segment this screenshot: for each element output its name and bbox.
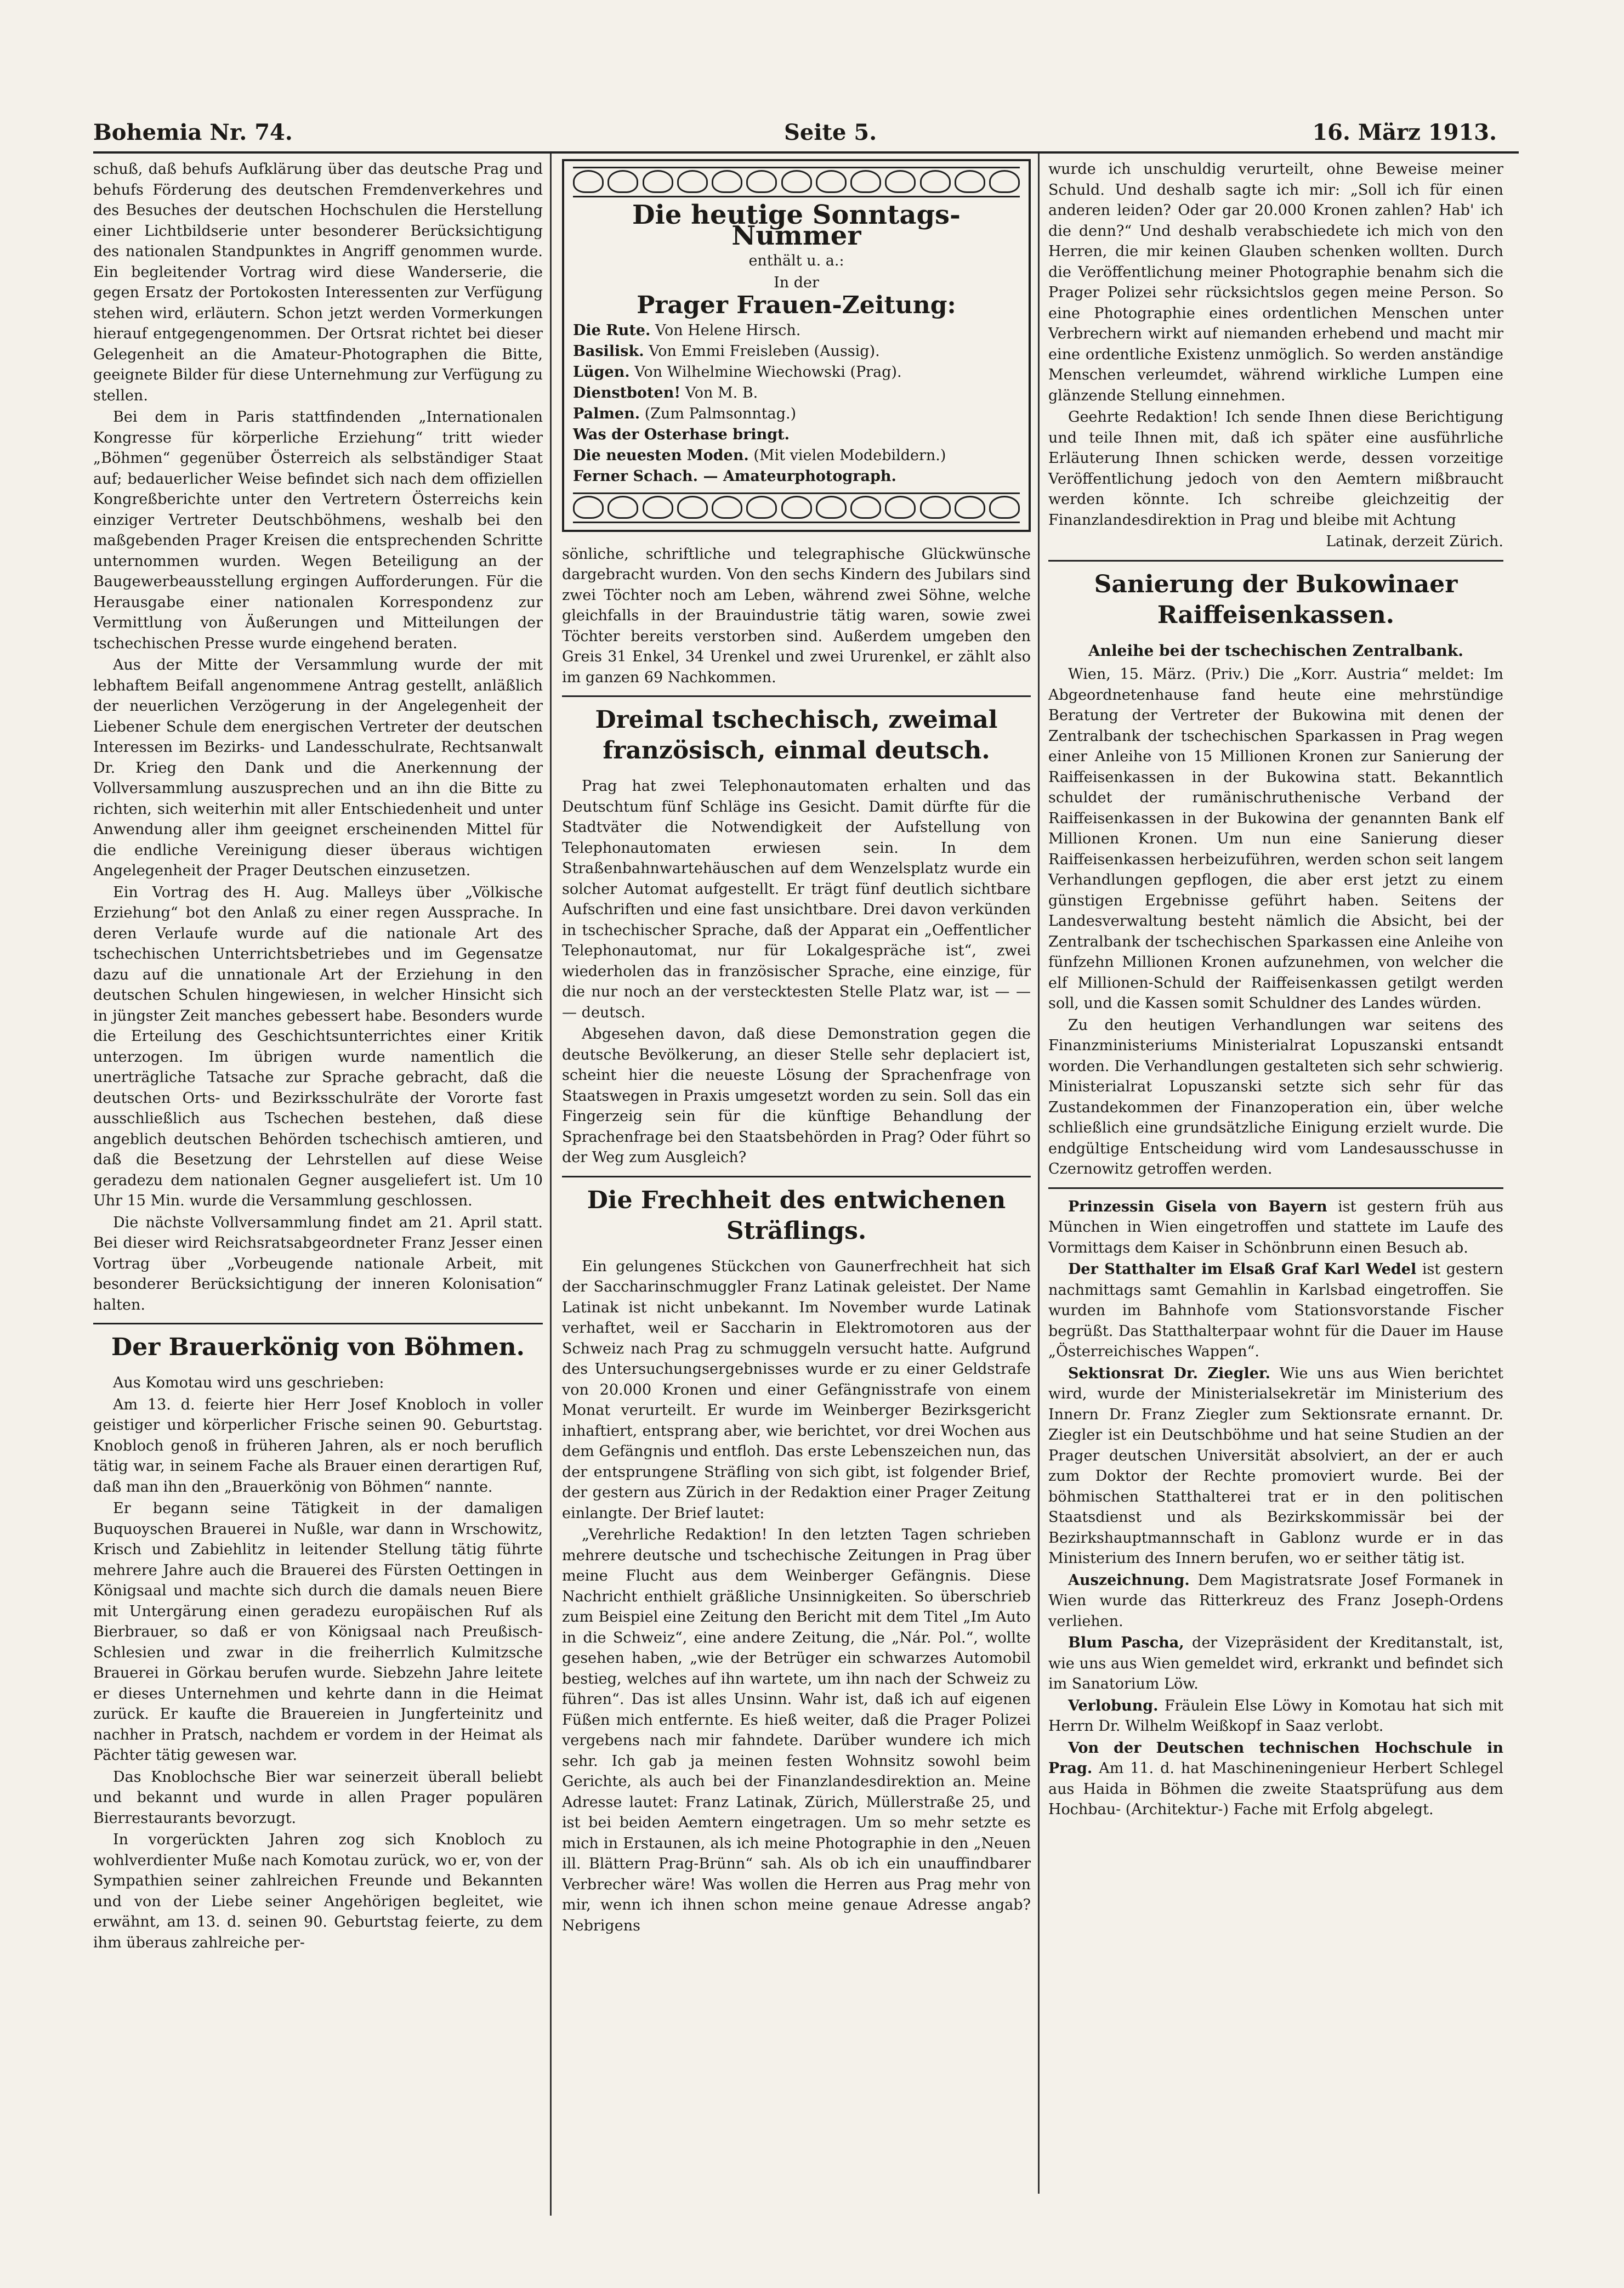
article-paragraph: Ein Vortrag des H. Aug. Malleys über „Völkische Erziehung“ bot den Anlaß zu einer regen Aussprache. In deren Verlaufe wurde auf die nationale Art des tschechischen Unterrichtsbetriebes und im Gegensatze dazu auf die unnationale Art der Erziehung in den deutschen Schulen hingewiesen, in welcher Hinsicht sich in jüngster Zeit manches gebessert habe. Besonders wurde die Erteilung des Geschichtsunterrichtes einer Kritik unterzogen. Im übrigen wurde namentlich die unerträgliche Tatsache zur Sprache gebracht, daß die deutschen Orts- und Bezirksschulräte der Vororte fast ausschließlich aus Tschechen bestehen, daß diese angeblich deutschen Behörden tschechisch amtieren, und daß die Besetzung der Lehrstellen auf diese Weise geradezu dem nationalen Gegner ausgeliefert ist. Um 10 Uhr 15 Min. wurde die Versammlung geschlossen. <box>93 884 543 1209</box>
news-notice: Sektionsrat Dr. Ziegler. Wie uns aus Wien berichtet wird, wurde der Ministerialsekretär im Ministerium des Innern Dr. Franz Ziegler zum Sektionsrate ernannt. Dr. Ziegler ist ein Deutschböhme und hat seine Studien an der Prager deutschen Universität absolviert, an der er auch zum Doktor der Rechte promoviert wurde. Bei der böhmischen Statthalterei trat er in den politischen Staatsdienst und als Bezirkskommissär bei der Bezirkshauptmannschaft in Gablonz wurde er in das Ministerium des Innern berufen, wo er seither tätig ist. <box>1048 1364 1503 1567</box>
ornament-icon <box>607 496 638 519</box>
ornament-icon <box>712 170 742 193</box>
header-date: 16. März 1913. <box>1312 120 1497 145</box>
ornament-band <box>573 167 1020 197</box>
ornament-icon <box>643 496 673 519</box>
list-item: Dienstboten! Von M. B. <box>573 384 758 401</box>
page-header <box>93 120 1497 152</box>
ornament-icon <box>712 496 742 519</box>
list-item: Was der Osterhase bringt. <box>573 426 790 443</box>
article-paragraph: Ein gelungenes Stückchen von Gaunerfrechheit hat sich der Saccharinschmuggler Franz Latinak geleistet. Der Name Latinak ist nicht unbekannt. Im November wurde Latinak verhaftet, weil er Saccharin in Elektromotoren aus der Schweiz nach Prag zu schmuggeln versucht hatte. Aufgrund des Untersuchungsergebnisses wurde er zu einer Geldstrafe von 20.000 Kronen und einer Gefängnisstrafe von einem Monat verurteilt. Er wurde im Weinberger Bezirksgericht inhaftiert, entsprang aber, wie berichtet, vor drei Wochen aus dem Gefängnis und entfloh. Das erste Lebenszeichen nun, das der entsprungene Sträfling von sich gibt, ist folgender Brief, der gestern aus Zürich in der Redaktion einer Prager Zeitung einlangte. Der Brief lautet: <box>562 1258 1031 1522</box>
article-paragraph: „Verehrliche Redaktion! In den letzten Tagen schrieben mehrere deutsche und tschechische Zeitungen in Prag über meine Flucht aus dem Weinberger Gefängnis. Diese Nachricht enthielt gräßliche Unsinnigkeiten. So überschrieb zum Beispiel eine Zeitung den Bericht mit dem Titel „Im Auto in die Schweiz“, eine andere Zeitung, die „Nár. Pol.“, wollte gesehen haben, „wie der Betrüger ein schwarzes Automobil bestieg, welches auf ihn wartete, um ihn nach der Schweiz zu führen“. Das ist alles Unsinn. Wahr ist, daß ich auf eigenen Füßen mich entfernte. Es hieß weiter, daß die Prager Polizei vergebens nach mir fahndete. Darüber wundere ich mich sehr. Ich gab ja meinen festen Wohnsitz sowohl beim Gerichte, als auch bei der Finanzlandesdirektion an. Meine Adresse lautet: Franz Latinak, Zürich, Müllerstraße 25, und ist bei beiden Aemtern eingetragen. Um so mehr setzte es mich in Erstaunen, als ich meine Photographie in den „Neuen ill. Blättern Prag-Brünn“ sah. Als ob ich ein unauffindbarer Verbrecher wäre! Was wollen die Herren aus Prag mehr von mir, wenn ich ihnen schon meine genaue Adresse angab? Nebrigens <box>562 1526 1031 1934</box>
section-rule <box>1048 560 1503 562</box>
list-item: Die Rute. Von Helene Hirsch. <box>573 321 801 339</box>
article-heading: Die Frechheit des entwichenen Sträflings. <box>587 1186 1006 1245</box>
box-subtitle: enthält u. a.: <box>748 252 844 269</box>
column-1 <box>93 159 543 1954</box>
news-notice: Verlobung. Fräulein Else Löwy in Komotau hat sich mit Herrn Dr. Wilhelm Weißkopf in Saaz verlobt. <box>1048 1697 1503 1735</box>
news-notice: Von der Deutschen technischen Hochschule in Prag. Am 11. d. hat Maschineningenieur Herbert Schlegel aus Haida in Böhmen die zweite Staatsprüfung aus dem Hochbau- (Architektur-) Fache mit Erfolg abgelegt. <box>1048 1739 1503 1818</box>
list-item: Die neuesten Moden. (Mit vielen Modebildern.) <box>573 446 946 464</box>
section-rule <box>1048 1187 1503 1189</box>
list-item: Lügen. Von Wilhelmine Wiechowski (Prag). <box>573 363 902 381</box>
list-item: Ferner Schach. — Amateurphotograph. <box>573 467 896 485</box>
header-rule <box>93 151 1519 154</box>
ornament-icon <box>885 170 916 193</box>
article-paragraph: Abgesehen davon, daß diese Demonstration gegen die deutsche Bevölkerung, an dieser Stelle sehr deplaciert ist, scheint hier die neueste Lösung der Sprachenfrage von Staatswegen in Praxis umgesetzt worden zu sein. Soll das ein Fingerzeig sein für die künftige Behandlung der Sprachenfrage bei den Staatsbehörden in Prag? Oder führt so der Weg zum Ausgleich? <box>562 1026 1031 1166</box>
ornament-icon <box>677 170 708 193</box>
section-rule <box>562 695 1031 697</box>
section-rule <box>562 1176 1031 1177</box>
sunday-edition-box <box>562 159 1031 532</box>
box-supplement-title: Prager Frauen-Zeitung: <box>637 291 956 319</box>
article-paragraph: Die nächste Vollversammlung findet am 21. April statt. Bei dieser wird Reichsratsabgeordneter Franz Jesser einen Vortrag über „Vorbeugende nationale Arbeit, mit besonderer Berücksichtigung der inneren Kolonisation“ halten. <box>93 1214 543 1313</box>
ornament-icon <box>573 496 604 519</box>
ornament-icon <box>920 496 951 519</box>
news-notice: Auszeichnung. Dem Magistratsrate Josef Formanek in Wien wurde das Ritterkreuz des Franz Joseph-Ordens verliehen. <box>1048 1571 1503 1630</box>
article-paragraph: In vorgerückten Jahren zog sich Knobloch zu wohlverdienter Muße nach Komotau zurück, wo er, von der Sympathien seiner zahlreichen Freunde und Bekannten und von der Liebe seiner Angehörigen begleitet, wie erwähnt, am 13. d. seinen 90. Geburtstag feierte, zu dem ihm überaus zahlreiche per- <box>93 1831 543 1951</box>
column-3 <box>1048 159 1503 1821</box>
article-paragraph: Zu den heutigen Verhandlungen war seitens des Finanzministeriums Ministerialrat Lopuszanski entsandt worden. Die Verhandlungen gestalteten sich sehr schwierig. Ministerialrat Lopuszanski setzte sich sehr für das Zustandekommen der Finanzoperation ein, über welche schließlich eine grundsätzliche Einigung erzielt wurde. Die endgültige Entscheidung wird vom Landesausschusse in Czernowitz getroffen werden. <box>1048 1016 1503 1177</box>
ornament-icon <box>885 496 916 519</box>
article-heading: Der Brauerkönig von Böhmen. <box>111 1333 525 1361</box>
ornament-icon <box>677 496 708 519</box>
box-title: Die heutige Sonntags-Nummer <box>632 200 961 251</box>
news-notice: Prinzessin Gisela von Bayern ist gestern früh aus München in Wien eingetroffen und stattete im Laufe des Vormittags dem Kaiser in Schönbrunn einen Besuch ab. <box>1048 1198 1503 1256</box>
article-paragraph: Prag hat zwei Telephonautomaten erhalten und das Deutschtum fünf Schläge ins Gesicht. Damit dürfte für die Stadtväter die Notwendigkeit der Aufstellung von Telephonautomaten erwiesen sein. In dem Straßenbahnwartehäuschen auf dem Wenzelsplatz wurde ein solcher Automat aufgestellt. Er trägt fünf deutlich sichtbare Aufschriften und eine fast unsichtbare. Drei davon verkünden in tschechischer Sprache, daß der Apparat ein „Oeffentlicher Telephonautomat, nur für Lokalgespräche ist“, zwei wiederholen das in französischer Sprache, eine einzige, für die nur noch an der verstecktesten Stelle Platz war, ist — — — deutsch. <box>562 778 1031 1021</box>
ornament-icon <box>989 170 1020 193</box>
column-divider <box>1038 154 1040 2194</box>
ornament-icon <box>850 496 881 519</box>
box-contents-list <box>573 320 1020 487</box>
ornament-icon <box>607 170 638 193</box>
ornament-icon <box>746 496 777 519</box>
article-paragraph: Das Knoblochsche Bier war seinerzeit überall beliebt und bekannt und wurde in allen Prager populären Bierrestaurants bevorzugt. <box>93 1768 543 1827</box>
letter-signature: Latinak, derzeit Zürich. <box>1326 533 1503 550</box>
ornament-icon <box>989 496 1020 519</box>
column-2 <box>562 159 1031 1937</box>
ornament-band <box>573 492 1020 523</box>
ornament-icon <box>955 496 985 519</box>
ornament-icon <box>643 170 673 193</box>
ornament-icon <box>573 170 604 193</box>
header-page-number: Seite 5. <box>784 120 877 145</box>
ornament-icon <box>850 170 881 193</box>
column-divider <box>550 154 552 2216</box>
ornament-icon <box>920 170 951 193</box>
article-paragraph: sönliche, schriftliche und telegraphische Glückwünsche dargebracht wurden. Von den sechs Kindern des Jubilars sind zwei Töchter noch am Leben, während zwei Söhne, welche gleichfalls in der Brauindustrie tätig waren, sowie zwei Töchter bereits verstorben sind. Außerdem umgeben den Greis 31 Enkel, 34 Urenkel und zwei Ururenkel, er zählt also im ganzen 69 Nachkommen. <box>562 545 1031 686</box>
list-item: Palmen. (Zum Palmsonntag.) <box>573 405 797 422</box>
news-notice: Der Statthalter im Elsaß Graf Karl Wedel ist gestern nachmittags samt Gemahlin in Karlsbad eingetroffen. Sie wurden im Bahnhofe vom Stationsvorstande Fischer begrüßt. Das Statthalterpaar wohnt für die Dauer im Hause „Österreichisches Wappen“. <box>1048 1261 1503 1360</box>
list-item: Basilisk. Von Emmi Freisleben (Aussig). <box>573 342 880 360</box>
article-paragraph: Am 13. d. feierte hier Herr Josef Knobloch in voller geistiger und körperlicher Frische seinen 90. Geburtstag. Knobloch genoß in früheren Jahren, als er noch beruflich tätig war, in seinem Fache als Brauer einen derartigen Ruf, daß man ihn den „Brauerkönig von Böhmen“ nannte. <box>93 1396 543 1496</box>
section-rule <box>93 1323 543 1324</box>
article-paragraph: Geehrte Redaktion! Ich sende Ihnen diese Berichtigung und teile Ihnen mit, daß ich später eine ausführliche Erläuterung Ihnen schicken werde, dessen vorzeitige Veröffentlichung jedoch von den Aemtern mißbraucht werden könnte. Ich schreibe gleichzeitig der Finanzlandesdirektion in Prag und bleibe mit Achtung <box>1048 409 1503 529</box>
article-paragraph: Bei dem in Paris stattfindenden „Internationalen Kongresse für körperliche Erziehung“ tritt wieder „Böhmen“ gegenüber Österreich als selbständiger Staat auf; bedauerlicher Weise befindet sich nach dem offiziellen Kongreßberichte unter den Vertretern Österreichs kein einziger Vertreter Deutschböhmens, weshalb bei den maßgebenden Prager Kreisen die entsprechenden Schritte unternommen wurden. Wegen Beteiligung an der Baugewerbeausstellung ergingen Aufforderungen. Für die Herausgabe einer nationalen Korrespondenz zur Vermittlung von Äußerungen und Mitteilungen der tschechischen Presse wurde eingehend beraten. <box>93 409 543 652</box>
ornament-icon <box>816 170 847 193</box>
article-paragraph: Aus Komotau wird uns geschrieben: <box>113 1374 384 1391</box>
article-paragraph: Er begann seine Tätigkeit in der damaligen Buquoyschen Brauerei in Nußle, war dann in Wrschowitz, Krisch und Zabiehlitz in leitender Stellung tätig führte mehrere Jahre auch die Brauerei des Fürsten Oettingen in Königsaal und machte sich durch die damals neuen Biere mit Untergärung einen geradezu europäischen Ruf als Bierbrauer, so daß er von Königsaal nach Preußisch-Schlesien und zwar in die freiherrlich Kulmitzsche Brauerei in Görkau berufen wurde. Siebzehn Jahre leitete er dieses Unternehmen und kehrte dann in die Heimat zurück. Er kaufte die Brauereien in Jungferteinitz und nachher in Pratsch, nachdem er vordem in der Heimat als Pächter tätig gewesen war. <box>93 1500 543 1764</box>
article-paragraph: Wien, 15. März. (Priv.) Die „Korr. Austria“ meldet: Im Abgeordnetenhause fand heute eine mehrstündige Beratung der Vertreter der Bukowina mit denen der Zentralbank der tschechischen Sparkassen in Prag wegen einer Anleihe von 15 Millionen Kronen zur Sanierung der Raiffeisenkassen in der Bukowina statt. Bekanntlich schuldet der rumänischruthenische Verband der Raiffeisenkassen in der Bukowina der genannten Bank elf Millionen Kronen. Um nun eine Sanierung dieser Raiffeisenkassen herbeizuführen, werden schon seit langem Verhandlungen gepflogen, die aber erst jetzt zu einem günstigen Ergebnisse geführt haben. Seitens der Landesverwaltung besteht nämlich die Absicht, bei der Zentralbank der tschechischen Sparkassen eine Anleihe von fünfzehn Millionen Kronen aufzunehmen, von welcher die elf Millionen-Schuld der Raiffeisenkassen getilgt werden soll, und die Kassen somit Schuldner des Landes würden. <box>1048 666 1503 1012</box>
news-notice: Blum Pascha, der Vizepräsident der Kreditanstalt, ist, wie uns aus Wien gemeldet wird, erkrankt und befindet sich im Sanatorium Löw. <box>1048 1634 1503 1692</box>
article-subheading: Anleihe bei der tschechischen Zentralbank. <box>1088 641 1464 660</box>
ornament-icon <box>746 170 777 193</box>
article-heading: Sanierung der Bukowinaer Raiffeisenkassen. <box>1094 570 1458 629</box>
article-heading: Dreimal tschechisch, zweimal französisch, einmal deutsch. <box>595 706 998 764</box>
ornament-icon <box>781 170 812 193</box>
header-issue: Bohemia Nr. 74. <box>93 120 293 145</box>
ornament-icon <box>781 496 812 519</box>
ornament-icon <box>955 170 985 193</box>
ornament-icon <box>816 496 847 519</box>
article-paragraph: Aus der Mitte der Versammlung wurde der mit lebhaftem Beifall angenommene Antrag gestellt, anläßlich der neuerlichen Verzögerung in der Angelegenheit der Liebener Schule dem energischen Vertreter der deutschen Interessen im Bezirks- und Landesschulrate, Rechtsanwalt Dr. Krieg den Dank und die Anerkennung der Vollversammlung auszusprechen und an ihn die Bitte zu richten, sich weiterhin mit aller Entschiedenheit und unter Anwendung aller ihm geeignet erscheinenden Mittel für die endliche Vereinigung dieser überaus wichtigen Angelegenheit der Prager Deutschen einzusetzen. <box>93 656 543 879</box>
article-paragraph: wurde ich unschuldig verurteilt, ohne Beweise meiner Schuld. Und deshalb sagte ich mir: „Soll ich für einen anderen leiden? Oder gar 20.000 Kronen zahlen? Hab' ich die denn?“ Und deshalb verabschiedete ich mich von den Herren, die mir keinen Glauben schenken wollten. Durch die Veröffentlichung meiner Photographie benahm sich die Prager Polizei sehr rücksichtslos gegen meine Person. So eine Photographie eines ordentlichen Menschen unter Verbrechern wirkt auf niemanden erhebend und macht mir eine ordentliche Existenz unmöglich. So werden anständige Menschen verleumdet, während wirkliche Lumpen eine glänzende Stellung einnehmen. <box>1048 161 1503 404</box>
article-paragraph: schuß, daß behufs Aufklärung über das deutsche Prag und behufs Förderung des deutschen Fremdenverkehres und des Besuches der deutschen Hochschulen die Herstellung einer Lichtbildserie unter besonderer Berücksichtigung des nationalen Standpunktes in Angriff genommen wurde. Ein begleitender Vortrag wird diese Wanderserie, die gegen Ersatz der Portokosten Interessenten zur Verfügung stehen wird, erläutern. Schon jetzt werden Vormerkungen hierauf entgegengenommen. Der Ortsrat richtet bei dieser Gelegenheit an die Amateur-Photographen die Bitte, geeignete Bilder für diese Unternehmung zur Verfügung zu stellen. <box>93 161 543 404</box>
box-subtitle: In der <box>774 274 819 291</box>
